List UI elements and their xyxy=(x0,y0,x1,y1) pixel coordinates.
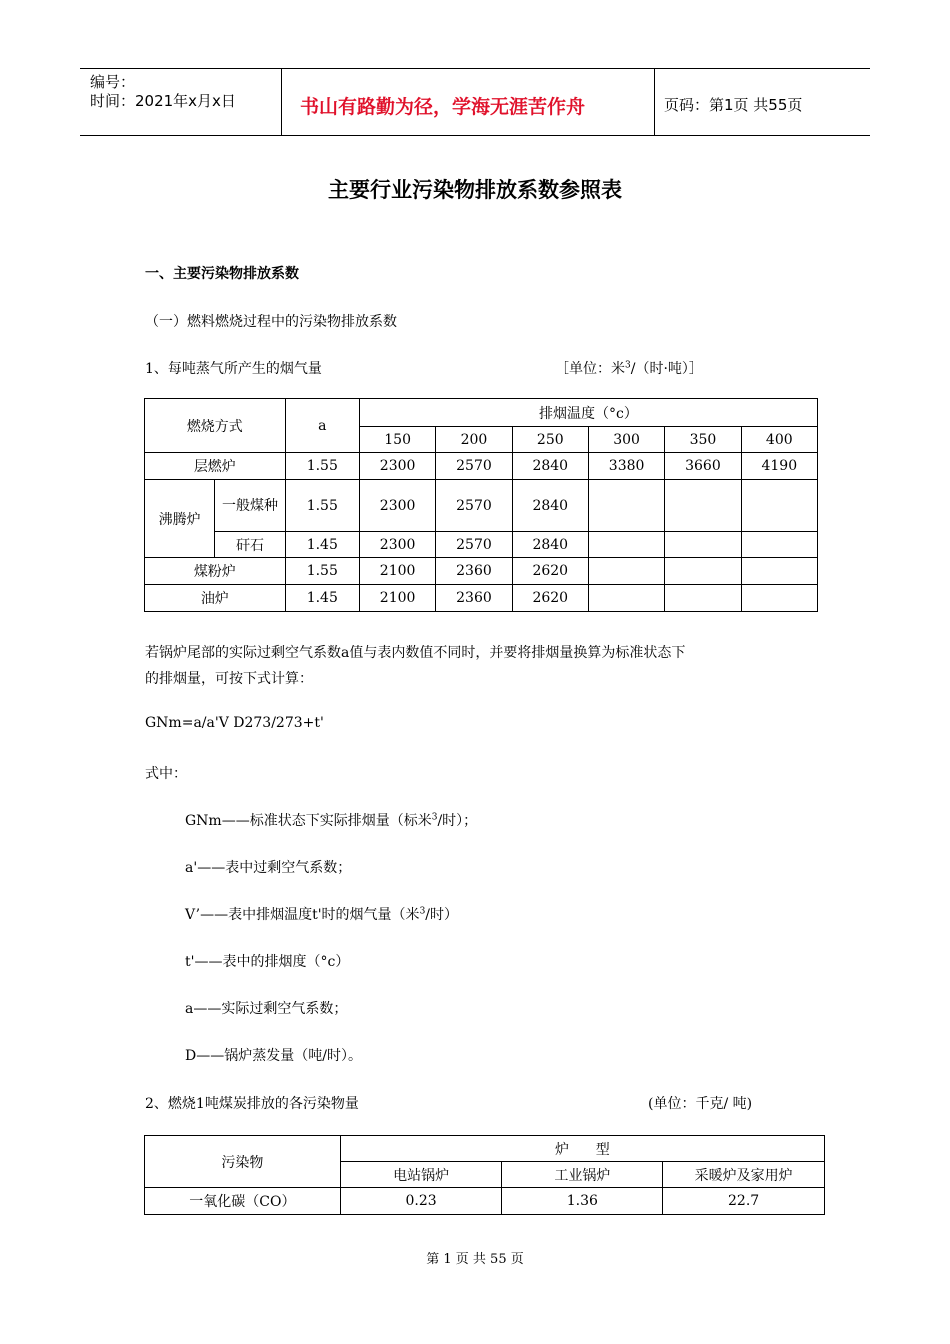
value-cell: 0.23 xyxy=(340,1188,502,1215)
row-label: 油炉 xyxy=(145,585,286,612)
paragraph-line: 若锅炉尾部的实际过剩空气系数a值与表内数值不同时，并要将排烟量换算为标准状态下 xyxy=(145,645,686,661)
definition-d: D——锅炉蒸发量（吨/时）。 xyxy=(185,1048,362,1064)
value-cell: 2300 xyxy=(359,480,435,532)
value-cell: 3660 xyxy=(665,453,741,480)
value-cell xyxy=(665,480,741,532)
coal-emission-table xyxy=(144,1135,825,1215)
header-pollutant: 污染物 xyxy=(145,1136,341,1188)
value-cell: 2570 xyxy=(436,532,512,558)
row-label: 矸石 xyxy=(215,532,285,558)
value-cell: 2620 xyxy=(512,558,588,585)
value-cell xyxy=(741,532,817,558)
type-cell: 采暖炉及家用炉 xyxy=(663,1162,825,1188)
value-cell xyxy=(741,558,817,585)
value-cell xyxy=(741,585,817,612)
value-cell: 2840 xyxy=(512,453,588,480)
header-divider xyxy=(281,68,282,136)
value-cell xyxy=(588,558,664,585)
definition-t-prime: t'——表中的排烟度（°c） xyxy=(185,954,350,970)
section-heading: 一、主要污染物排放系数 xyxy=(145,266,299,282)
table-row xyxy=(145,532,818,558)
definition-gnm: GNm——标准状态下实际排烟量（标米$^3$/时）； xyxy=(185,812,478,829)
pollutant-name: 一氧化碳（CO） xyxy=(145,1188,341,1215)
value-cell xyxy=(588,480,664,532)
page-footer: 第 1 页 共 55 页 xyxy=(426,1252,524,1267)
temp-cell: 300 xyxy=(588,427,664,453)
header-method: 燃烧方式 xyxy=(145,399,286,453)
value-cell xyxy=(665,532,741,558)
value-cell: 1.36 xyxy=(502,1188,663,1215)
value-cell xyxy=(588,585,664,612)
table-row xyxy=(145,453,818,480)
header-temp: 排烟温度（°c） xyxy=(359,399,817,427)
value-cell: 2300 xyxy=(359,532,435,558)
value-cell: 2100 xyxy=(359,585,435,612)
type-cell: 电站锅炉 xyxy=(340,1162,502,1188)
item1-title: 1、每吨蒸气所产生的烟气量 xyxy=(145,361,322,377)
group-label: 沸腾炉 xyxy=(145,480,215,558)
temp-cell: 400 xyxy=(741,427,817,453)
header-a: a xyxy=(285,399,359,453)
table-row xyxy=(145,585,818,612)
item2-title: 2、燃烧1吨煤炭排放的各污染物量 xyxy=(145,1096,359,1112)
temp-cell: 250 xyxy=(512,427,588,453)
value-cell: 2360 xyxy=(436,585,512,612)
temp-cell: 350 xyxy=(665,427,741,453)
table-row xyxy=(145,1188,825,1215)
value-cell: 2570 xyxy=(436,480,512,532)
item2-unit: (单位：千克/ 吨) xyxy=(648,1096,753,1112)
row-label: 层燃炉 xyxy=(145,453,286,480)
definition-v: V’——表中排烟温度t'时的烟气量（米$^3$/时） xyxy=(185,906,459,923)
value-cell: 2360 xyxy=(436,558,512,585)
a-cell: 1.55 xyxy=(285,453,359,480)
a-cell: 1.55 xyxy=(285,558,359,585)
value-cell: 4190 xyxy=(741,453,817,480)
paragraph-line: 的排烟量，可按下式计算： xyxy=(145,671,313,687)
a-cell: 1.45 xyxy=(285,585,359,612)
value-cell: 2100 xyxy=(359,558,435,585)
header-top-rule xyxy=(80,68,870,69)
row-label: 一般煤种 xyxy=(215,480,285,532)
table-row xyxy=(145,558,818,585)
value-cell: 22.7 xyxy=(663,1188,825,1215)
value-cell: 2840 xyxy=(512,480,588,532)
header-serial: 编号： xyxy=(90,73,136,91)
subsection-heading: （一）燃料燃烧过程中的污染物排放系数 xyxy=(145,314,397,330)
formula: GNm=a/a'V D273/273+t' xyxy=(145,715,324,731)
a-cell: 1.45 xyxy=(285,532,359,558)
a-cell: 1.55 xyxy=(285,480,359,532)
header-bottom-rule xyxy=(80,135,870,136)
page-title: 主要行业污染物排放系数参照表 xyxy=(328,178,622,202)
type-cell: 工业锅炉 xyxy=(502,1162,663,1188)
value-cell: 2620 xyxy=(512,585,588,612)
header-motto: 书山有路勤为径，学海无涯苦作舟 xyxy=(300,96,586,118)
value-cell xyxy=(665,585,741,612)
value-cell xyxy=(588,532,664,558)
header-divider xyxy=(654,68,655,136)
definition-a: a——实际过剩空气系数； xyxy=(185,1001,348,1017)
table-row xyxy=(145,480,818,532)
temp-cell: 150 xyxy=(359,427,435,453)
header-furnace-type: 炉 型 xyxy=(340,1136,824,1162)
flue-gas-table xyxy=(144,398,818,612)
value-cell: 3380 xyxy=(588,453,664,480)
definition-a-prime: a'——表中过剩空气系数； xyxy=(185,860,352,876)
item1-unit: ［单位：米$^3$/（时·吨）］ xyxy=(555,360,703,377)
value-cell xyxy=(741,480,817,532)
value-cell xyxy=(665,558,741,585)
value-cell: 2300 xyxy=(359,453,435,480)
where-label: 式中： xyxy=(145,766,187,782)
header-page-info: 页码：第1页 共55页 xyxy=(664,96,803,114)
temp-cell: 200 xyxy=(436,427,512,453)
value-cell: 2570 xyxy=(436,453,512,480)
value-cell: 2840 xyxy=(512,532,588,558)
header-date: 时间：2021年x月x日 xyxy=(90,92,236,110)
row-label: 煤粉炉 xyxy=(145,558,286,585)
